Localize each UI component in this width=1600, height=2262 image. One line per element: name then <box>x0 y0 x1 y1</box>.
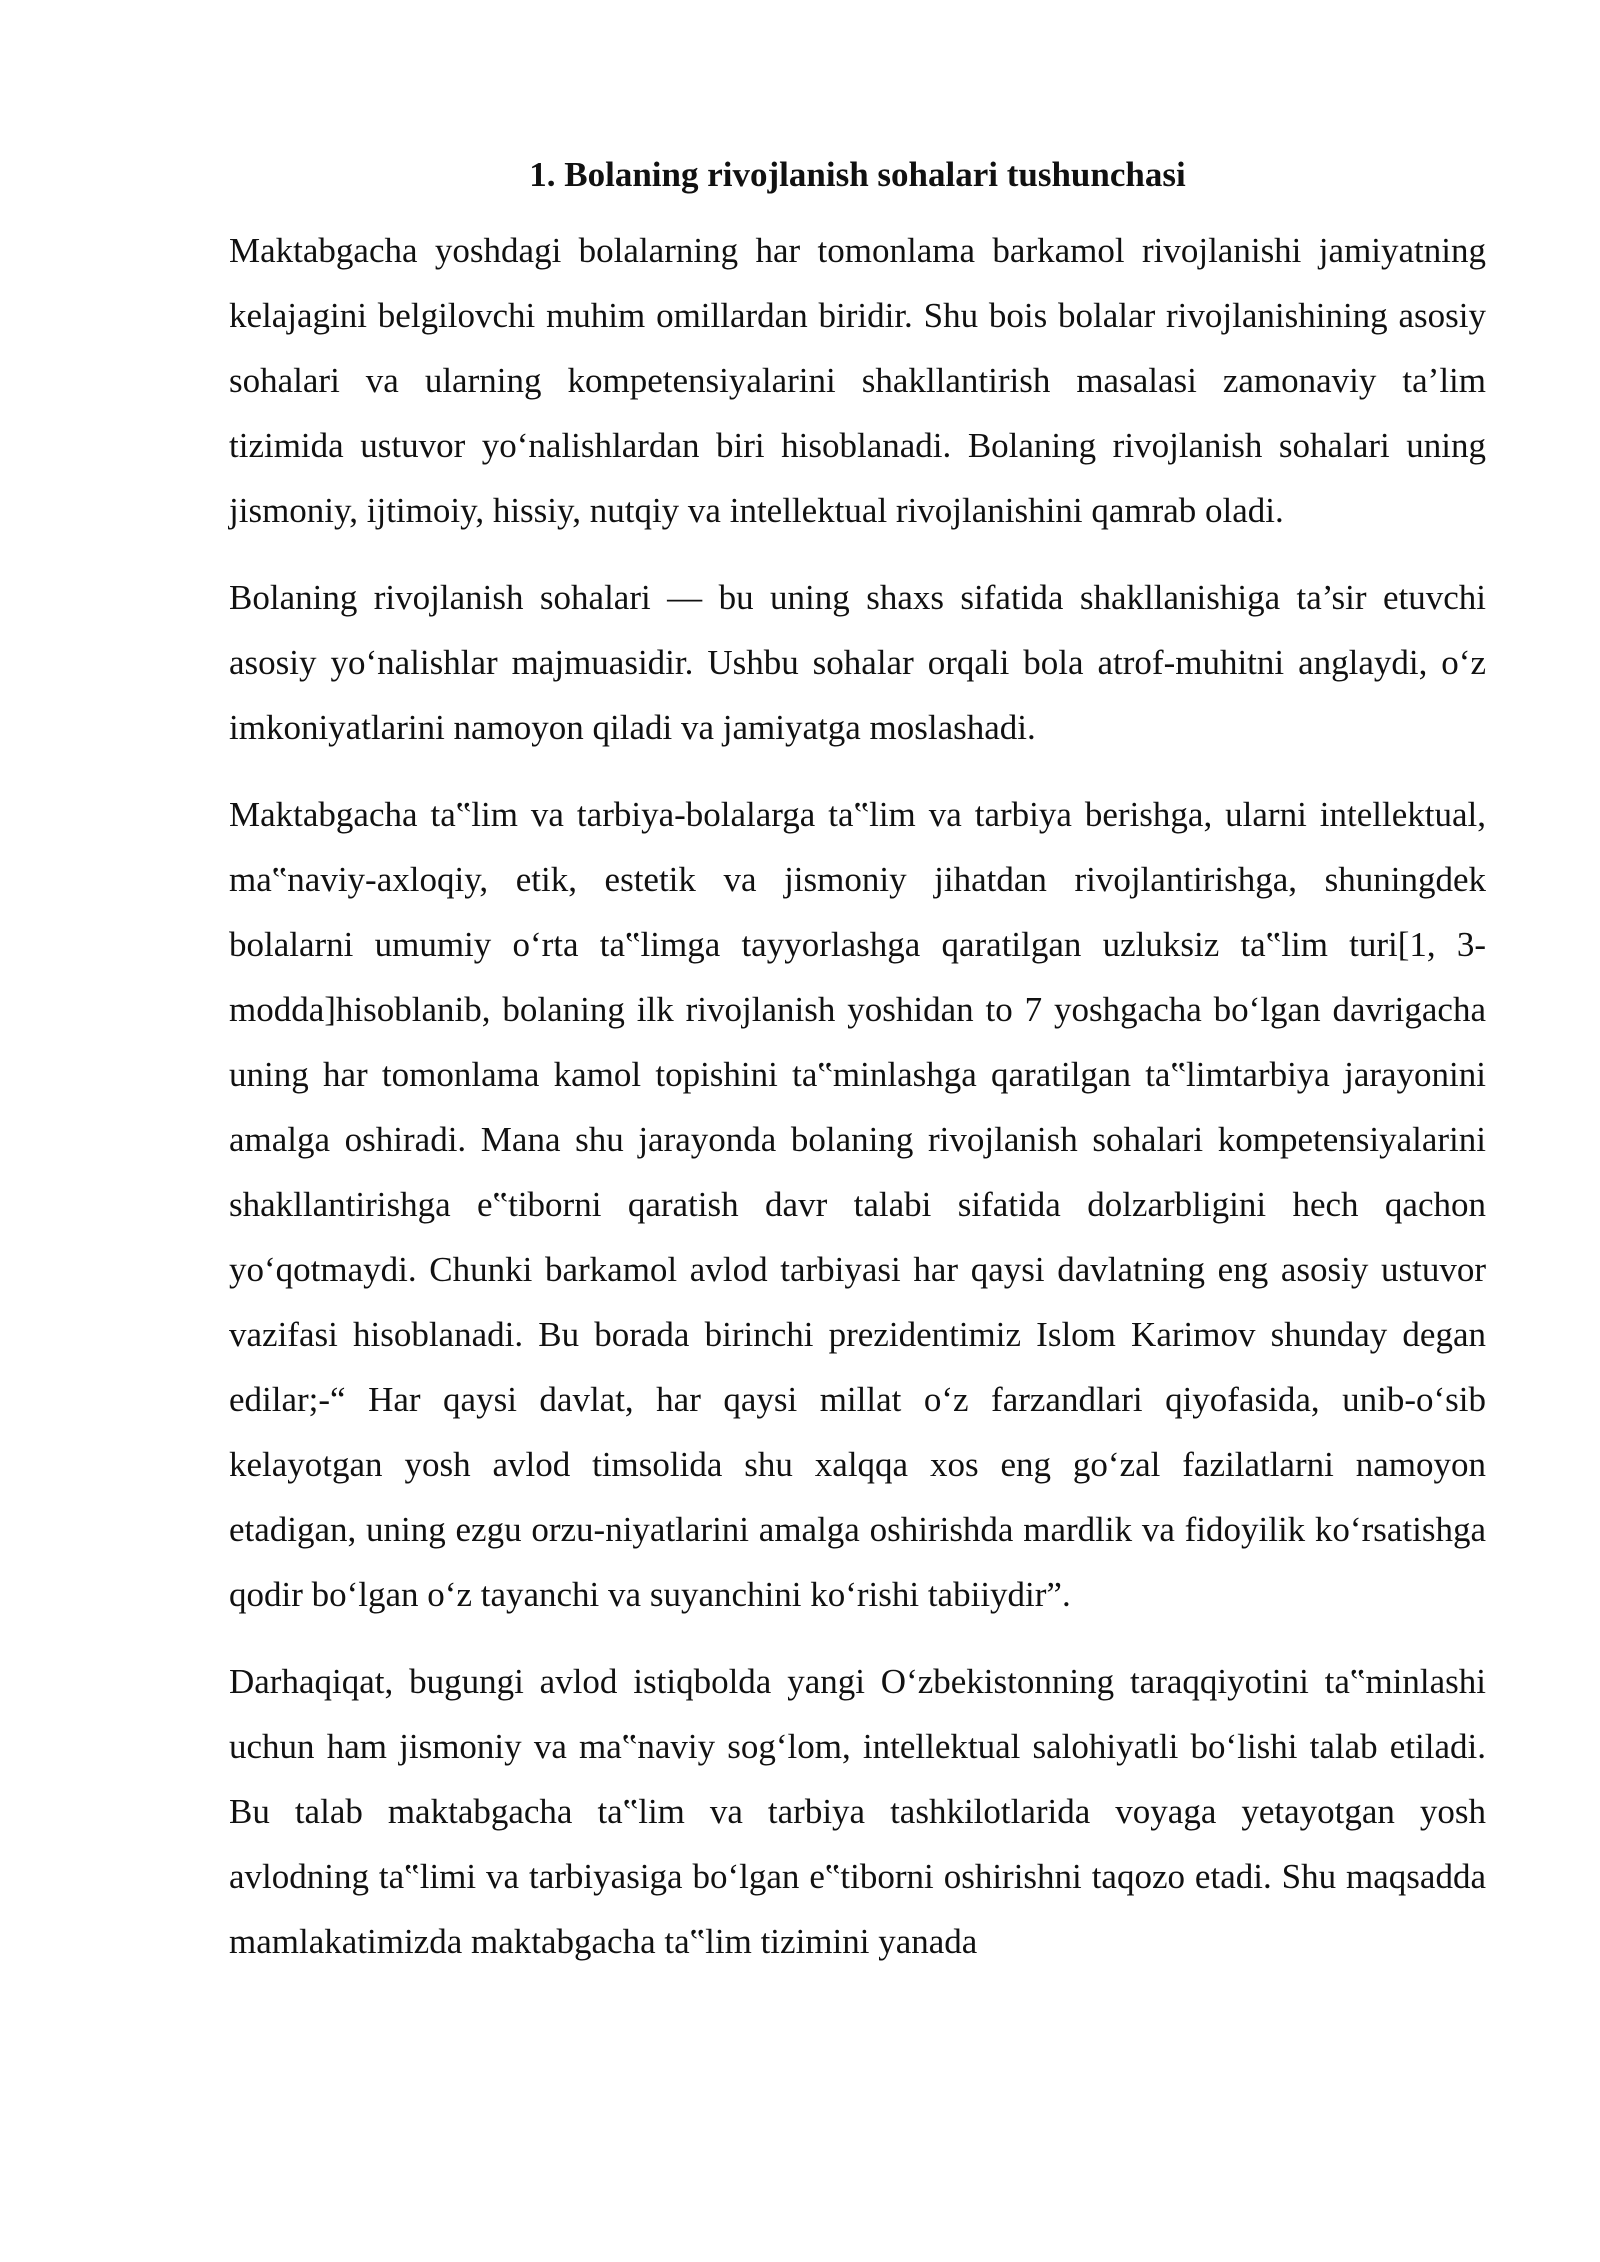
page-content <box>229 148 1486 1996</box>
paragraph-3: Maktabgacha ta‟lim va tarbiya-bolalarga ta‟lim va tarbiya berishga, ularni intellektual, ma‟naviy-axloqiy, etik, estetik va jismoniy jihatdan rivojlantirishga, shuningdek bolalarni umumiy o‘rta ta‟limga tayyorlashga qaratilgan uzluksiz ta‟lim turi[1, 3-modda]hisoblanib, bolaning ilk rivojlanish yoshidan to 7 yoshgacha bo‘lgan davrigacha uning har tomonlama kamol topishini ta‟minlashga qaratilgan ta‟limtarbiya jarayonini amalga oshiradi. Mana shu jarayonda bolaning rivojlanish sohalari kompetensiyalarini shakllantirishga e‟tiborni qaratish davr talabi sifatida dolzarbligini hech qachon yo‘qotmaydi. Chunki barkamol avlod tarbiyasi har qaysi davlatning eng asosiy ustuvor vazifasi hisoblanadi. Bu borada birinchi prezidentimiz Islom Karimov shunday degan edilar;-“ Har qaysi davlat, har qaysi millat o‘z farzandlari qiyofasida, unib-o‘sib kelayotgan yosh avlod timsolida shu xalqqa xos eng go‘zal fazilatlarni namoyon etadigan, uning ezgu orzu-niyatlarini amalga oshirishda mardlik va fidoyilik ko‘rsatishga qodir bo‘lgan o‘z tayanchi va suyanchini ko‘rishi tabiiydir”. <box>229 795 1486 1614</box>
section-heading: 1. Bolaning rivojlanish sohalari tushunchasi <box>529 155 1186 194</box>
paragraph-1: Maktabgacha yoshdagi bolalarning har tomonlama barkamol rivojlanishi jamiyatning kelajagini belgilovchi muhim omillardan biridir. Shu bois bolalar rivojlanishining asosiy sohalari va ularning kompetensiyalarini shakllantirish masalasi zamonaviy ta’lim tizimida ustuvor yo‘nalishlardan biri hisoblanadi. Bolaning rivojlanish sohalari uning jismoniy, ijtimoiy, hissiy, nutqiy va intellektual rivojlanishini qamrab oladi. <box>229 231 1486 530</box>
paragraph-4: Darhaqiqat, bugungi avlod istiqbolda yangi O‘zbekistonning taraqqiyotini ta‟minlashi uchun ham jismoniy va ma‟naviy sog‘lom, intellektual salohiyatli bo‘lishi talab etiladi. Bu talab maktabgacha ta‟lim va tarbiya tashkilotlarida voyaga yetayotgan yosh avlodning ta‟limi va tarbiyasiga bo‘lgan e‟tiborni oshirishni taqozo etadi. Shu maqsadda mamlakatimizda maktabgacha ta‟lim tizimini yanada <box>229 1662 1486 1961</box>
paragraph-2: Bolaning rivojlanish sohalari — bu uning shaxs sifatida shakllanishiga ta’sir etuvchi asosiy yo‘nalishlar majmuasidir. Ushbu sohalar orqali bola atrof-muhitni anglaydi, o‘z imkoniyatlarini namoyon qiladi va jamiyatga moslashadi. <box>229 578 1486 747</box>
